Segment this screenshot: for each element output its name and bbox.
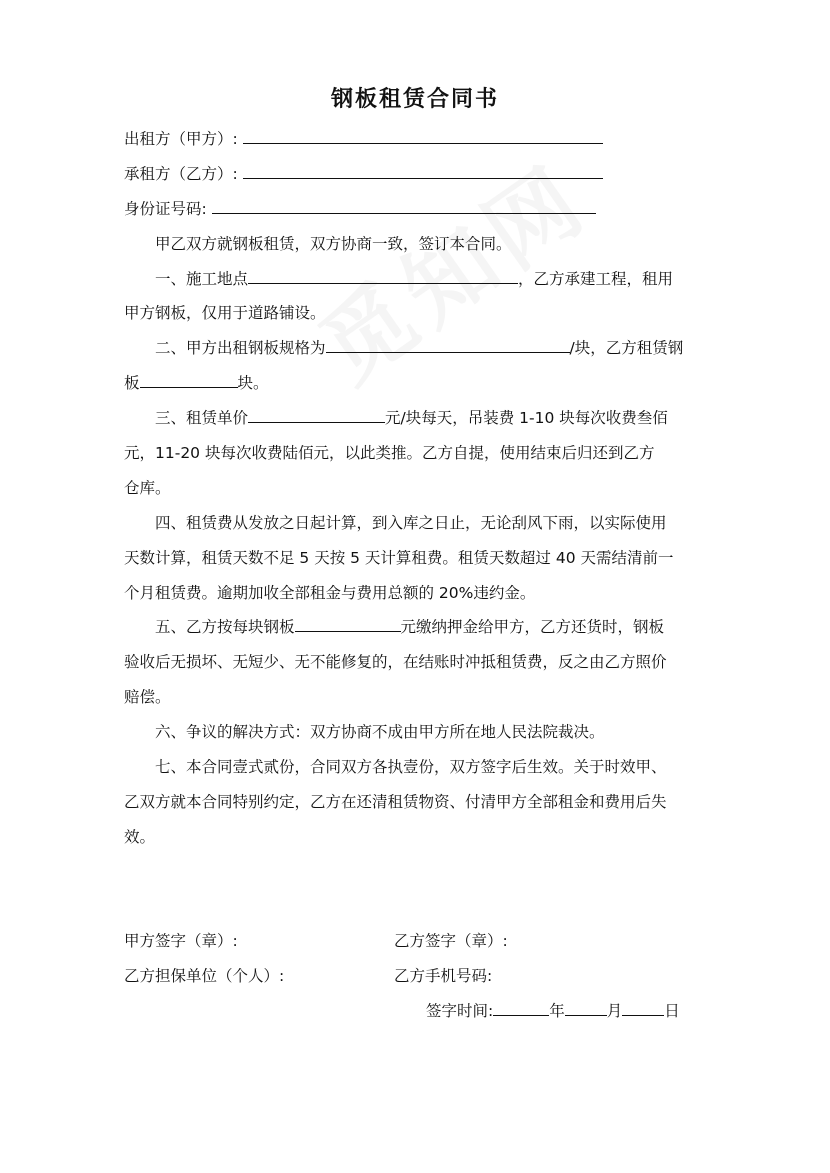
- lessee-label: 承租方（乙方）:: [124, 165, 238, 183]
- clause-1-text-2: ，乙方承建工程，租用: [518, 270, 674, 288]
- clause-2-text: 二、甲方出租钢板规格为: [155, 339, 326, 357]
- clause-2-text-4: 块。: [237, 374, 269, 392]
- clause-7-line-2: 乙双方就本合同特别约定，乙方在还清租赁物资、付清甲方全部租金和费用后失: [124, 793, 667, 811]
- clause-7-line-1: 七、本合同壹式贰份，合同双方各执壹份，双方签字后生效。关于时效甲、: [155, 758, 667, 776]
- day-blank[interactable]: [622, 999, 664, 1016]
- lessor-label: 出租方（甲方）:: [124, 130, 238, 148]
- steel-spec-blank[interactable]: [326, 336, 570, 353]
- clause-3-line-2: 元，11-20 块每次收费陆佰元，以此类推。乙方自提，使用结束后归还到乙方: [124, 444, 655, 462]
- clause-1-text: 一、施工地点: [155, 270, 249, 288]
- clause-2-line-1: [124, 336, 739, 358]
- lessor-blank[interactable]: [243, 127, 603, 144]
- clause-5-line-1: [124, 615, 739, 637]
- clause-3-text: 三、租赁单价: [155, 409, 249, 427]
- lessee-field: [124, 162, 708, 184]
- year-blank[interactable]: [493, 999, 549, 1016]
- month-label: 月: [606, 1002, 623, 1020]
- phone-label: 乙方手机号码:: [394, 967, 493, 985]
- clause-5-line-3: 赔偿。: [124, 688, 171, 706]
- steel-quantity-blank[interactable]: [140, 371, 238, 388]
- month-blank[interactable]: [565, 999, 607, 1016]
- sign-date-field: [426, 999, 680, 1021]
- lessor-field: [124, 127, 708, 149]
- party-b-signature-label: 乙方签字（章）:: [394, 932, 508, 950]
- clause-7-line-3: 效。: [124, 828, 156, 846]
- clause-2-text-3: 板: [124, 374, 140, 392]
- clause-6-line: 六、争议的解决方式：双方协商不成由甲方所在地人民法院裁决。: [155, 723, 605, 741]
- clause-3-line-3: 仓库。: [124, 479, 171, 497]
- clause-5-text: 五、乙方按每块钢板: [155, 618, 295, 636]
- clause-1-line-1: [124, 267, 739, 289]
- site-location-blank[interactable]: [248, 267, 518, 284]
- clause-5-text-2: 元缴纳押金给甲方，乙方还货时，钢板: [400, 618, 665, 636]
- intro-paragraph: 甲乙双方就钢板租赁，双方协商一致，签订本合同。: [155, 235, 512, 253]
- clause-4-line-2: 天数计算，租赁天数不足 5 天按 5 天计算租费。租赁天数超过 40 天需结清前一: [124, 549, 674, 567]
- clause-5-line-2: 验收后无损坏、无短少、无不能修复的，在结账时冲抵租赁费，反之由乙方照价: [124, 653, 667, 671]
- document-title: 钢板租赁合同书: [330, 87, 499, 112]
- clause-3-line-1: [124, 406, 739, 428]
- unit-price-blank[interactable]: [248, 406, 385, 423]
- deposit-blank[interactable]: [295, 615, 401, 632]
- lessee-blank[interactable]: [243, 162, 603, 179]
- clause-4-line-1: 四、租赁费从发放之日起计算，到入库之日止，无论刮风下雨，以实际使用: [155, 514, 667, 532]
- clause-2-text-2: /块，乙方租赁钢: [569, 339, 684, 357]
- guarantor-label: 乙方担保单位（个人）:: [124, 967, 285, 985]
- clause-4-line-3: 个月租赁费。逾期加收全部租金与费用总额的 20%违约金。: [124, 584, 536, 602]
- id-number-blank[interactable]: [212, 197, 596, 214]
- sign-date-label: 签字时间:: [426, 1002, 494, 1020]
- clause-2-line-2: [124, 371, 708, 393]
- party-a-signature-label: 甲方签字（章）:: [124, 932, 238, 950]
- year-label: 年: [549, 1002, 565, 1020]
- id-number-field: [124, 197, 708, 219]
- clause-3-text-2: 元/块每天，吊装费 1-10 块每次收费叁佰: [385, 409, 668, 427]
- clause-1-line-2: 甲方钢板，仅用于道路铺设。: [124, 304, 326, 322]
- id-number-label: 身份证号码:: [124, 200, 207, 218]
- day-label: 日: [664, 1002, 680, 1020]
